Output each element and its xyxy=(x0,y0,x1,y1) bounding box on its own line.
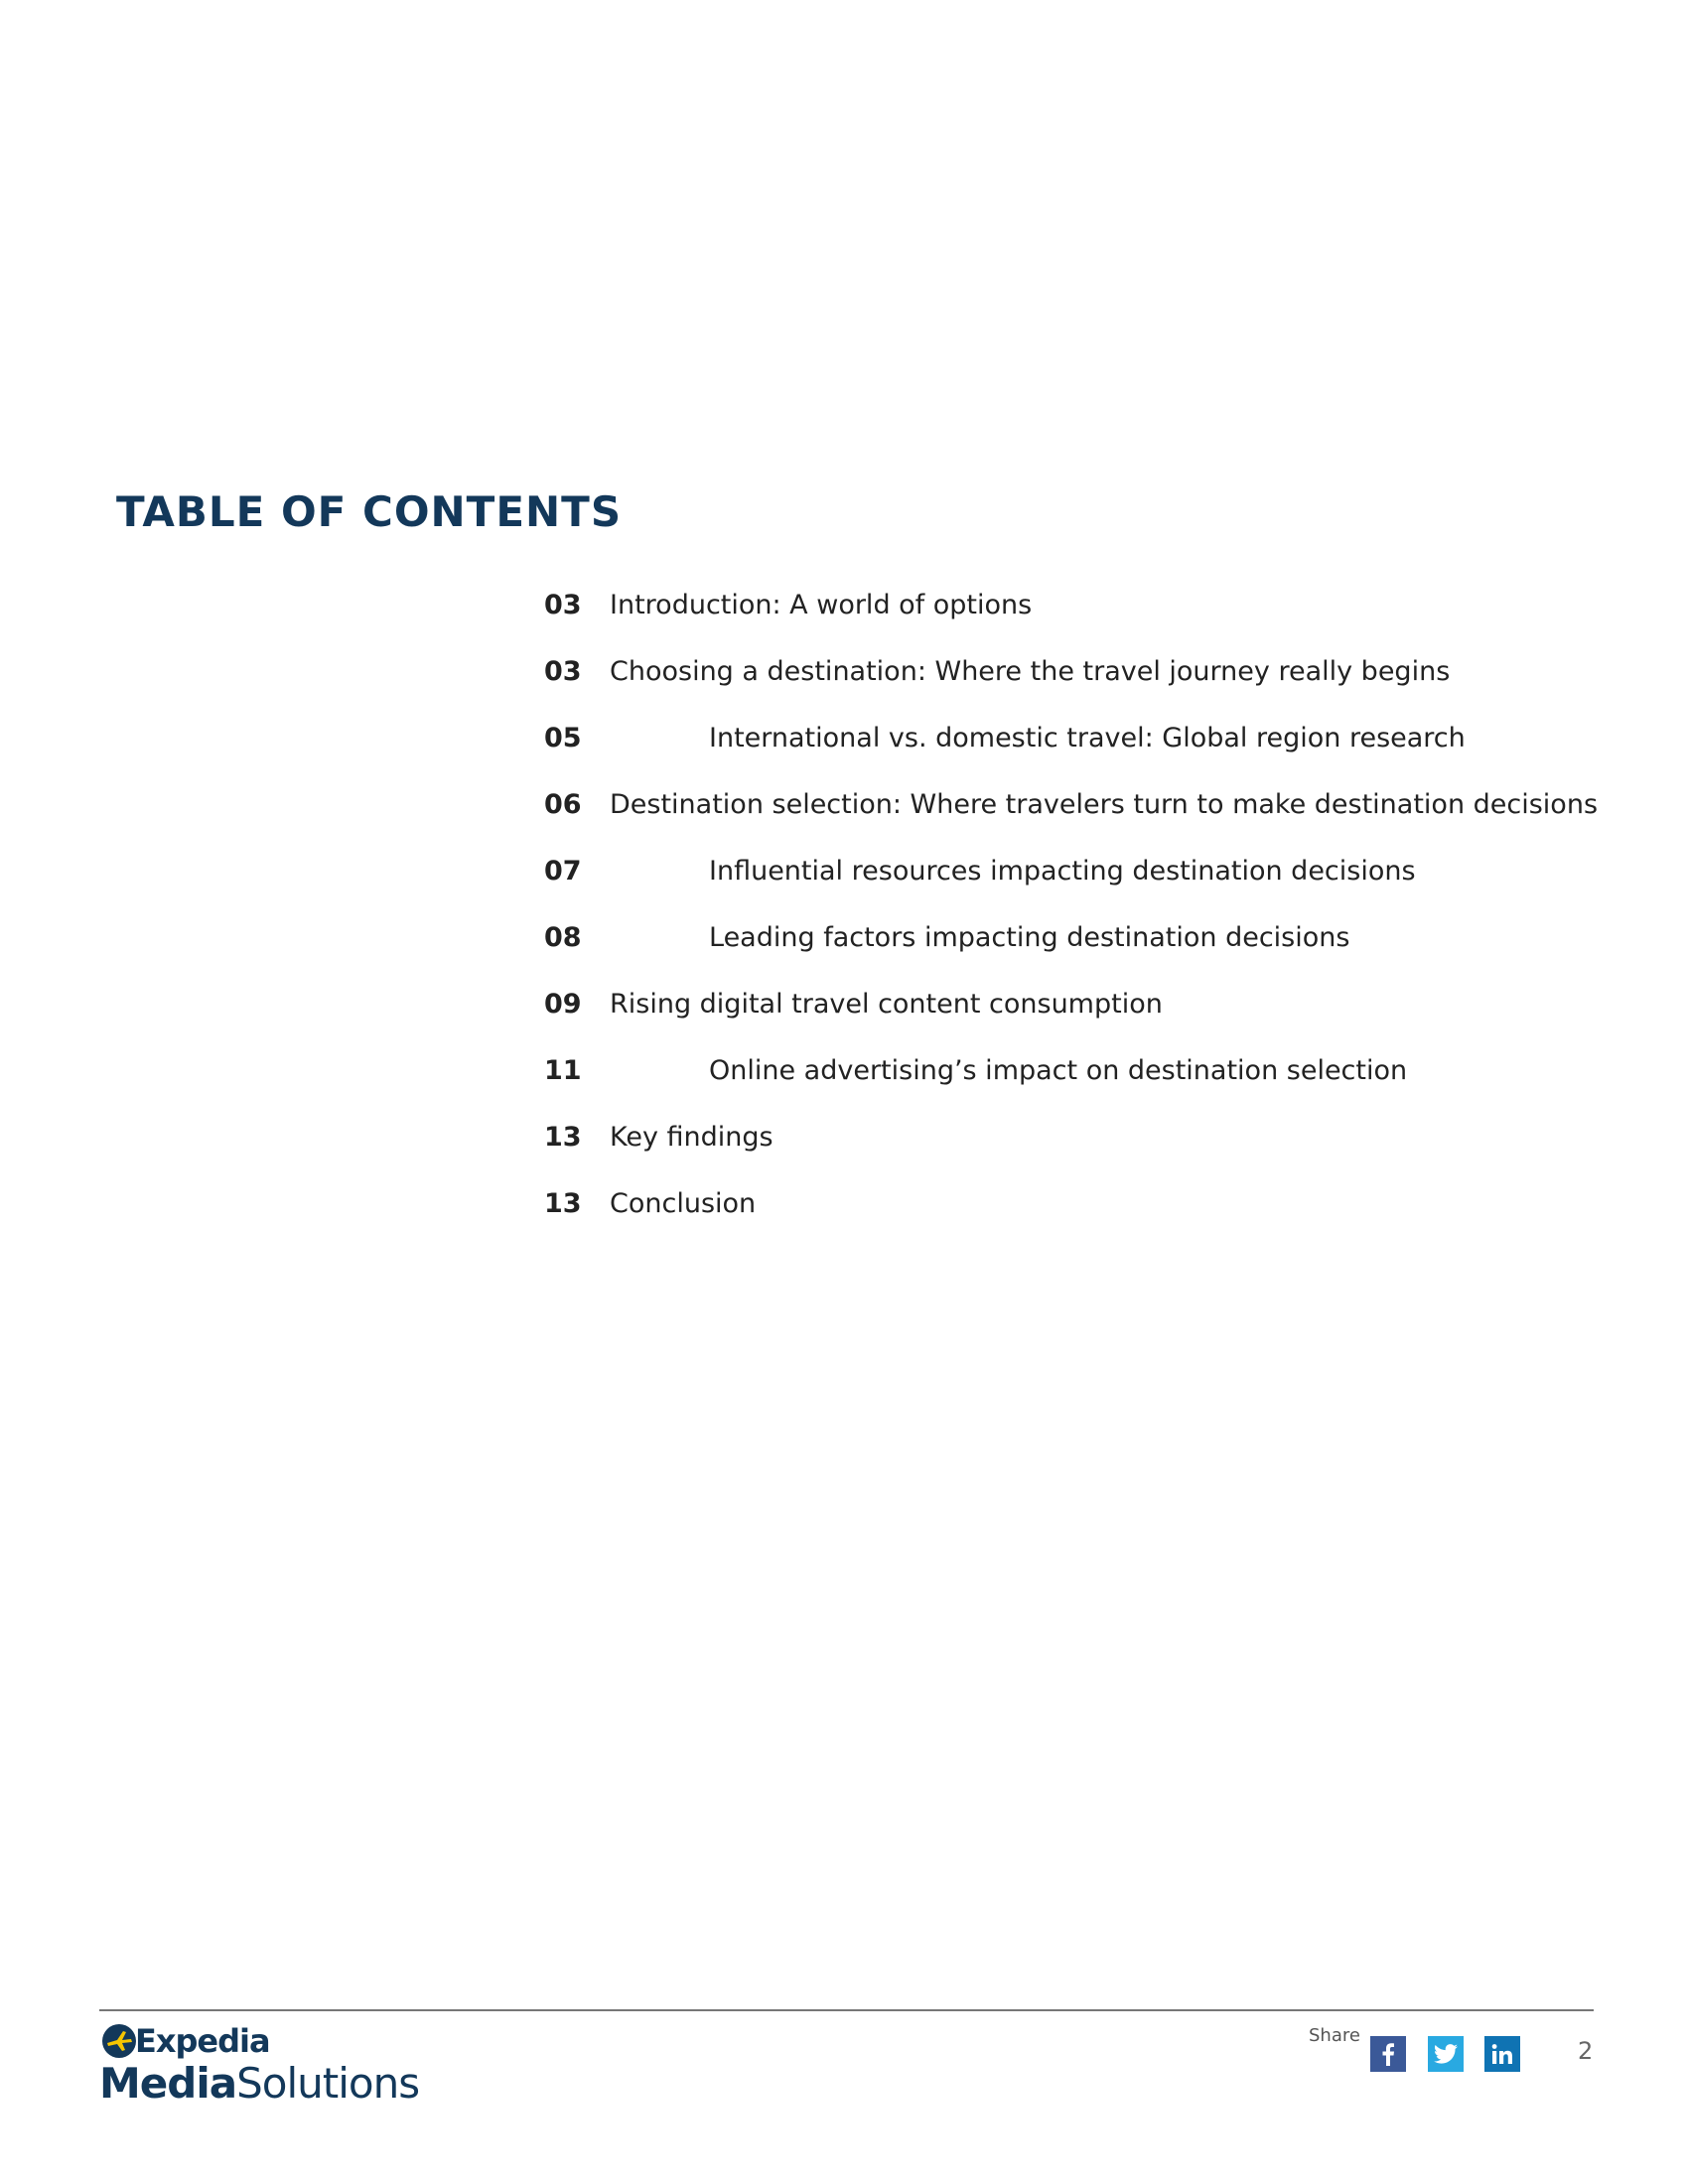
page-title: TABLE OF CONTENTS xyxy=(116,487,623,536)
expedia-media-solutions-logo xyxy=(99,2021,437,2111)
logo-text-bold: Media xyxy=(99,2059,237,2108)
footer-divider xyxy=(99,2009,1594,2011)
logo-text-top: Expedia xyxy=(135,2022,270,2060)
toc-item[interactable] xyxy=(544,771,1599,838)
logo-text-regular: Solutions xyxy=(236,2059,420,2108)
toc-page-number: 06 xyxy=(544,789,582,820)
twitter-share-button[interactable] xyxy=(1428,2036,1464,2072)
toc-item-label: Destination selection: Where travelers turn to make destination decisions xyxy=(610,789,1599,820)
toc-page-number: 13 xyxy=(544,1188,582,1219)
toc-page-number: 03 xyxy=(544,590,582,620)
toc-item-label: Rising digital travel content consumption xyxy=(610,989,1163,1020)
toc-item[interactable] xyxy=(544,572,1587,638)
facebook-icon xyxy=(1381,2042,1395,2066)
toc-item[interactable] xyxy=(544,638,1587,705)
linkedin-share-button[interactable] xyxy=(1484,2036,1520,2072)
linkedin-icon xyxy=(1491,2043,1513,2065)
toc-subitem[interactable] xyxy=(544,1037,1587,1104)
toc-item[interactable] xyxy=(544,1170,1587,1237)
toc-subitem[interactable] xyxy=(544,838,1587,904)
toc-item-label: Conclusion xyxy=(610,1188,757,1219)
toc-item-label: Choosing a destination: Where the travel journey really begins xyxy=(610,656,1451,687)
toc-item-label: Introduction: A world of options xyxy=(610,590,1033,620)
toc-item[interactable] xyxy=(544,1104,1587,1170)
share-label: Share xyxy=(1309,2025,1360,2046)
toc-page-number: 07 xyxy=(544,856,582,887)
toc-page-number: 08 xyxy=(544,922,582,953)
toc-page-number: 11 xyxy=(544,1055,582,1086)
toc-page-number: 13 xyxy=(544,1122,582,1153)
toc-item-label: Leading factors impacting destination decisions xyxy=(709,922,1350,953)
toc-page-number: 09 xyxy=(544,989,582,1020)
toc-item-label: Influential resources impacting destination decisions xyxy=(709,856,1416,887)
toc-item-label: Key findings xyxy=(610,1122,774,1153)
toc-item-label: International vs. domestic travel: Global region research xyxy=(709,723,1466,753)
toc-item[interactable] xyxy=(544,971,1587,1037)
toc-page-number: 03 xyxy=(544,656,582,687)
logo-text-bottom xyxy=(99,2059,420,2108)
toc-item-label: Online advertising’s impact on destination selection xyxy=(709,1055,1408,1086)
toc-subitem[interactable] xyxy=(544,705,1587,771)
facebook-share-button[interactable] xyxy=(1370,2036,1406,2072)
table-of-contents xyxy=(544,572,1599,1237)
plane-globe-icon xyxy=(101,2023,137,2059)
page-number: 2 xyxy=(1578,2037,1594,2065)
twitter-icon xyxy=(1434,2044,1458,2064)
toc-subitem[interactable] xyxy=(544,904,1587,971)
toc-page-number: 05 xyxy=(544,723,582,753)
